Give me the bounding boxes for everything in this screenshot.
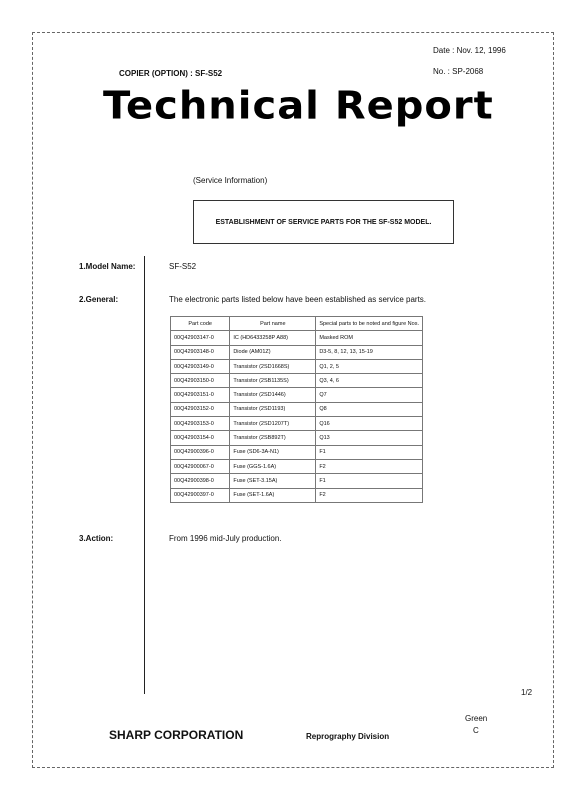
table-row [171, 459, 423, 473]
special-note-cell: Q7 [316, 388, 423, 402]
part-code-cell: 00Q42903151-0 [171, 388, 230, 402]
model-name-value: SF-S52 [169, 262, 197, 271]
part-name-cell: Diode (AM01Z) [230, 345, 316, 359]
table-row [171, 474, 423, 488]
part-name-cell: Transistor (2SB1135S) [230, 374, 316, 388]
part-code-cell: 00Q42900398-0 [171, 474, 230, 488]
part-name-cell: Fuse (GGS-1.6A) [230, 459, 316, 473]
table-row [171, 331, 423, 345]
action-label: 3.Action: [79, 534, 114, 543]
part-name-cell: Transistor (2SD1668S) [230, 359, 316, 373]
part-name-cell: Transistor (2SD1446) [230, 388, 316, 402]
part-code-cell: 00Q42903153-0 [171, 417, 230, 431]
table-row [171, 431, 423, 445]
part-name-cell: Transistor (2SB892T) [230, 431, 316, 445]
special-note-cell: F2 [316, 459, 423, 473]
table-row [171, 388, 423, 402]
report-date: Date : Nov. 12, 1996 [433, 46, 506, 55]
special-note-cell: Q1, 2, 5 [316, 359, 423, 373]
column-header: Special parts to be noted and figure Nos. [316, 317, 423, 331]
part-code-cell: 00Q42900396-0 [171, 445, 230, 459]
part-name-cell: Fuse (SET-1.6A) [230, 488, 316, 502]
part-name-cell: Transistor (2SD1193) [230, 402, 316, 416]
parts-table [170, 316, 423, 503]
table-row [171, 359, 423, 373]
company-name: SHARP CORPORATION [109, 728, 244, 742]
subject-text: ESTABLISHMENT OF SERVICE PARTS FOR THE SF-S52 MODEL. [215, 218, 432, 226]
column-header: Part name [230, 317, 316, 331]
special-note-cell: Q3, 4, 6 [316, 374, 423, 388]
part-code-cell: 00Q42903148-0 [171, 345, 230, 359]
part-code-cell: 00Q42903152-0 [171, 402, 230, 416]
color-note: Green [465, 714, 488, 723]
part-name-cell: Fuse (SET-3.15A) [230, 474, 316, 488]
table-row [171, 374, 423, 388]
division-name: Reprography Division [306, 732, 390, 741]
part-name-cell: Transistor (2SD1207T) [230, 417, 316, 431]
color-code: C [473, 726, 479, 735]
table-row [171, 488, 423, 502]
service-info-label: (Service Information) [193, 176, 268, 185]
part-code-cell: 00Q42903147-0 [171, 331, 230, 345]
part-code-cell: 00Q42903154-0 [171, 431, 230, 445]
table-header-row [171, 317, 423, 331]
special-note-cell: Q16 [316, 417, 423, 431]
special-note-cell: Q8 [316, 402, 423, 416]
part-name-cell: Fuse (SD6-3A-N1) [230, 445, 316, 459]
general-label: 2.General: [79, 295, 119, 304]
model-name-label: 1.Model Name: [79, 262, 136, 271]
table-row [171, 445, 423, 459]
part-code-cell: 00Q42903149-0 [171, 359, 230, 373]
part-code-cell: 00Q42900397-0 [171, 488, 230, 502]
special-note-cell: Masked ROM [316, 331, 423, 345]
special-note-cell: D3-5, 8, 12, 13, 15-19 [316, 345, 423, 359]
part-code-cell: 00Q42903150-0 [171, 374, 230, 388]
table-row [171, 417, 423, 431]
page-title: Technical Report [103, 84, 494, 128]
section-divider-line [144, 256, 145, 694]
copier-model-line: COPIER (OPTION) : SF-S52 [119, 69, 223, 78]
report-number: No. : SP-2068 [433, 67, 484, 76]
column-header: Part code [171, 317, 230, 331]
table-row [171, 402, 423, 416]
part-code-cell: 00Q42900067-0 [171, 459, 230, 473]
special-note-cell: F1 [316, 474, 423, 488]
special-note-cell: F2 [316, 488, 423, 502]
general-text: The electronic parts listed below have been established as service parts. [169, 295, 427, 304]
special-note-cell: Q13 [316, 431, 423, 445]
part-name-cell: IC (HD6433258P A88) [230, 331, 316, 345]
special-note-cell: F1 [316, 445, 423, 459]
action-text: From 1996 mid-July production. [169, 534, 282, 543]
table-row [171, 345, 423, 359]
subject-box [193, 200, 454, 244]
page-number: 1/2 [521, 688, 533, 697]
